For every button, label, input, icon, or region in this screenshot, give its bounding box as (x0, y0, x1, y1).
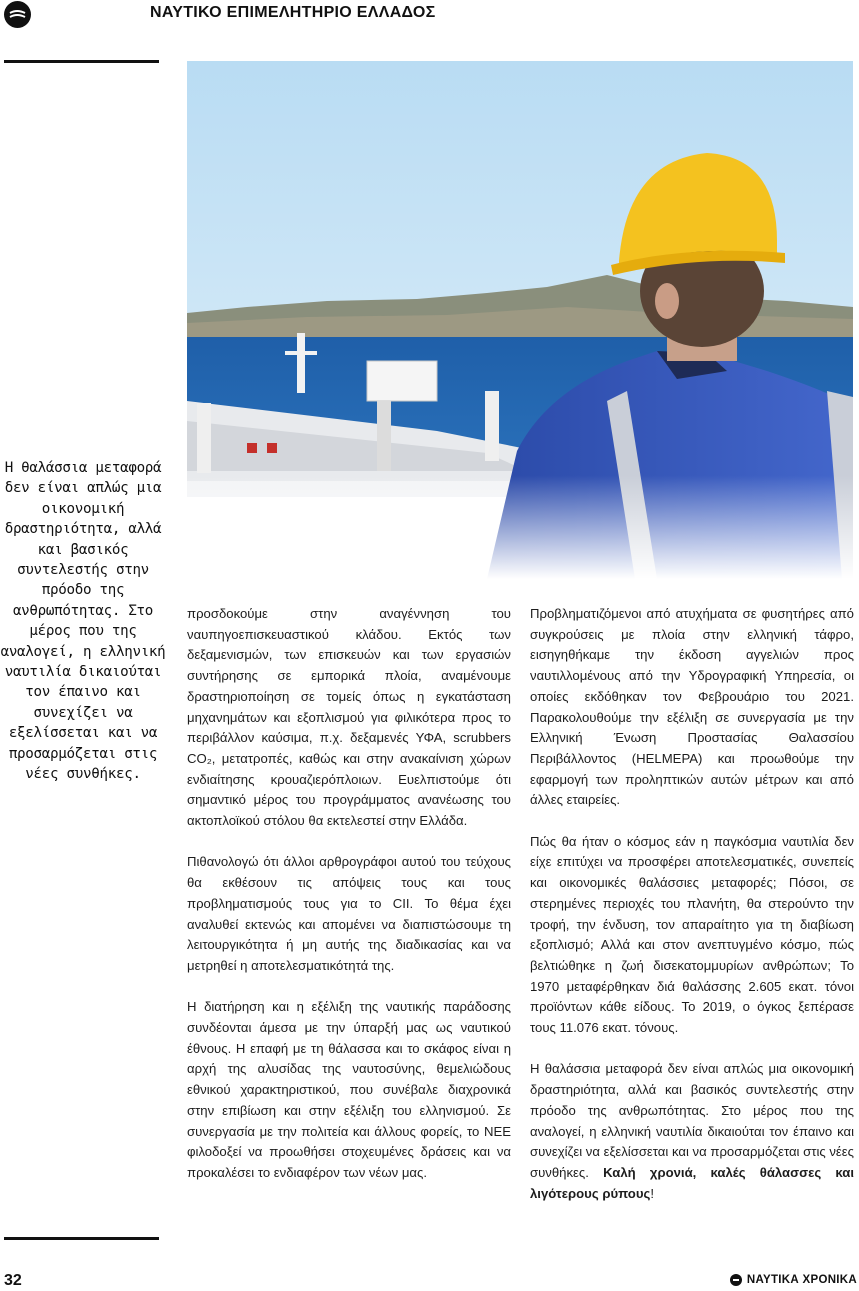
brand-logo-icon (730, 1274, 742, 1286)
pull-quote: Η θαλάσσια μεταφορά δεν είναι απλώς μια οικονομική δραστηριότητα, αλλά και βασικός συντελεστής στην πρόοδο της ανθρωπότητας. Στο μέρος που της αναλογεί, η ελληνική ναυτιλία δικαιούται τον έπαινο και συνεχίζει να εξελίσσεται και να προσαρμόζεται στις νέες συνθήκες. (0, 460, 166, 783)
paragraph: Πώς θα ήταν ο κόσμος εάν η παγκόσμια ναυτιλία δεν είχε επιτύχει να προσφέρει αποτελεσματικές, συνεπείς και οικονομικές θαλάσσιες μεταφορές; Πόσοι, σε στερημένες περιοχές του πλανήτη, θα στερούντο την τροφή, την ένδυση, τον απαραίτητο για τη διαβίωση εξοπλισμό; Αλλά και στον ανεπτυγμένο κόσμο, πώς βελτιώθηκε η ζωή δισεκατομμυρίων ανθρώπων; Το 1970 μεταφέρθηκαν διά θαλάσσης 2.605 εκατ. τόνοι προϊόντων κάθε είδους. Το 2019, ο όγκος ξεπέρασε τους 11.076 εκατ. τόνους. (530, 833, 854, 1036)
footer-brand (730, 1274, 857, 1286)
article-column-middle (187, 604, 511, 1204)
page-number: 32 (4, 1272, 22, 1289)
paragraph: Η διατήρηση και η εξέλιξη της ναυτικής παράδοσης συνδέονται άμεσα με την ύπαρξή μας ως ναυτικού έθνους. Η επαφή με τη θάλασσα και το σκάφος είναι η αρχή της αλυσίδας της ναυτοσύνης, θεμελιώδους εθνικού χαρακτηριστικού, που συνέβαλε διαχρονικά στην επιβίωση και στην εξέλιξη του ελληνισμού. Σε συνεργασία με την πολιτεία και άλλους φορείς, το ΝΕΕ φιλοδοξεί να προωθήσει στοχευμένες δράσεις και να προκαλέσει το ενδιαφέρον των νέων μας. (187, 999, 511, 1180)
magazine-logo-icon (4, 1, 31, 28)
divider-bottom (4, 1237, 159, 1240)
closing-punctuation: ! (650, 1185, 654, 1201)
paragraph: προσδοκούμε στην αναγέννηση του ναυπηγοεπισκευαστικού κλάδου. Εκτός των δεξαμενισμών, των επισκευών και των εργασιών συντήρησης σε εμπορικά πλοία, αναμένουμε δραστηριοποίηση σε τομείς όπως η εγκατάσταση μηχανημάτων και εξοπλισμού για φιλικότερα προς το περιβάλλον καύσιμα, π.χ. δεξαμενές ΥΦΑ, scrubbers CO₂, μετατροπές, καθώς και στην ανακαίνιση χώρων ενδιαίτησης κρουαζιερόπλοιων. Ευελπιστούμε ότι σημαντικό μέρος του προγράμματος ανανέωσης του ακτοπλοϊκού στόλου θα εκτελεστεί στην Ελλάδα. (187, 606, 511, 829)
paragraph (530, 1059, 854, 1204)
publication-title: ΝΑΥΤΙΚΟ ΕΠΙΜΕΛΗΤΗΡΙΟ ΕΛΛΑΔΟΣ (150, 4, 436, 21)
closing-greeting: Καλή χρονιά, καλές θάλασσες και λιγότερους ρύπους (530, 1164, 855, 1201)
brand-name: ΝΑΥΤΙΚΑ ΧΡΟΝΙΚΑ (746, 1274, 857, 1286)
closing-paragraph: Η θαλάσσια μεταφορά δεν είναι απλώς μια οικονομική δραστηριότητα, αλλά και βασικός συντελεστής στην πρόοδο της ανθρωπότητας. Στο μέρος που της αναλογεί, η ελληνική ναυτιλία δικαιούται τον έπαινο και συνεχίζει να εξελίσσεται και να προσαρμόζεται στις νέες συνθήκες. (530, 1061, 854, 1180)
paragraph: Προβληματιζόμενοι από ατυχήματα σε φυσητήρες από συγκρούσεις με πλοία στην ελληνική τάφρο, εισηγηθήκαμε την έκδοση αγγελιών προς ναυτιλλομένους από την Υδρογραφική Υπηρεσία, οι οποίες εκδόθηκαν τον Φεβρουάριο του 2021. Παρακολουθούμε την εξέλιξη σε συνεργασία με την Ελληνική Ένωση Προστασίας Θαλασσίου Περιβάλλοντος (HELMEPA) και προωθούμε την εφαρμογή των προληπτικών αυτών μέτρων και από άλλες εταιρείες. (530, 606, 854, 808)
article-column-right (530, 604, 854, 1225)
hero-photo (187, 61, 853, 579)
divider-top (4, 60, 159, 63)
paragraph: Πιθανολογώ ότι άλλοι αρθρογράφοι αυτού του τεύχους θα εκθέσουν τις απόψεις τους και τους προβληματισμούς τους για το CII. Το θέμα έχει αναλυθεί εκτενώς και απομένει να διαπιστώσουμε τη λειτουργικότητα ή μη αυτής της διαδικασίας και να μετρηθεί η αποτελεσματικότητά της. (187, 854, 511, 973)
